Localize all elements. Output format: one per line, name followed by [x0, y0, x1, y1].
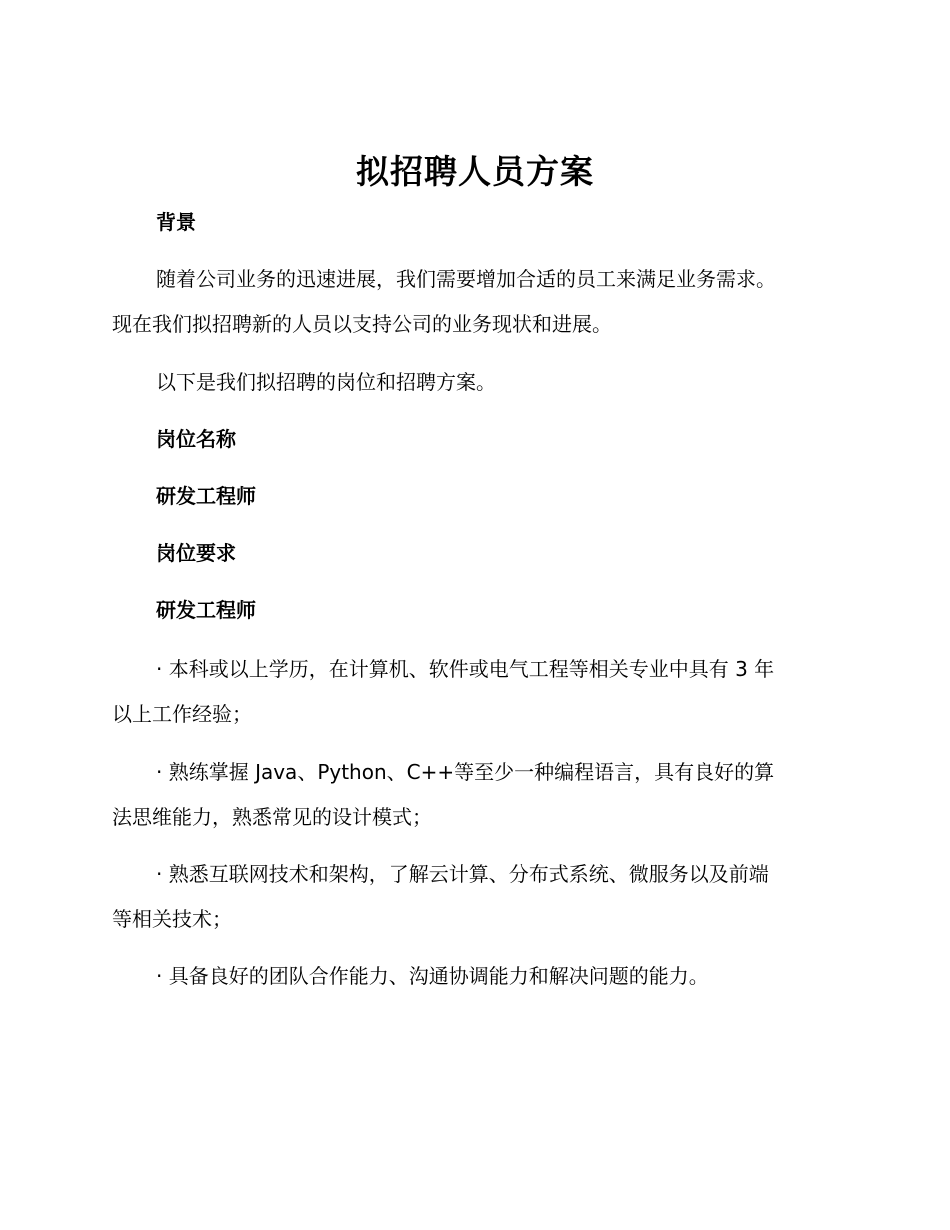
requirements-position: 研发工程师 [156, 598, 256, 622]
requirements-heading: 岗位要求 [156, 541, 236, 565]
position-name: 研发工程师 [156, 484, 256, 508]
requirement-1-line-2: 以上工作经验； [112, 702, 252, 726]
document-title: 拟招聘人员方案 [356, 152, 594, 191]
requirement-2-line-2: 法思维能力，熟悉常见的设计模式； [112, 805, 432, 829]
requirement-4-line-1: · 具备良好的团队合作能力、沟通协调能力和解决问题的能力。 [156, 964, 709, 988]
intro-paragraph-line-1: 随着公司业务的迅速进展，我们需要增加合适的员工来满足业务需求。 [156, 267, 776, 291]
intro-paragraph-line-2: 现在我们拟招聘新的人员以支持公司的业务现状和进展。 [112, 312, 612, 336]
requirement-3-line-1: · 熟悉互联网技术和架构，了解云计算、分布式系统、微服务以及前端 [156, 862, 769, 886]
intro-paragraph-line-3: 以下是我们拟招聘的岗位和招聘方案。 [156, 370, 496, 394]
requirement-1-line-1: · 本科或以上学历，在计算机、软件或电气工程等相关专业中具有 3 年 [156, 657, 775, 681]
background-heading: 背景 [156, 210, 196, 234]
requirement-2-line-1: · 熟练掌握 Java、Python、C++等至少一种编程语言，具有良好的算 [156, 760, 775, 784]
requirement-3-line-2: 等相关技术； [112, 907, 232, 931]
position-name-heading: 岗位名称 [156, 427, 236, 451]
